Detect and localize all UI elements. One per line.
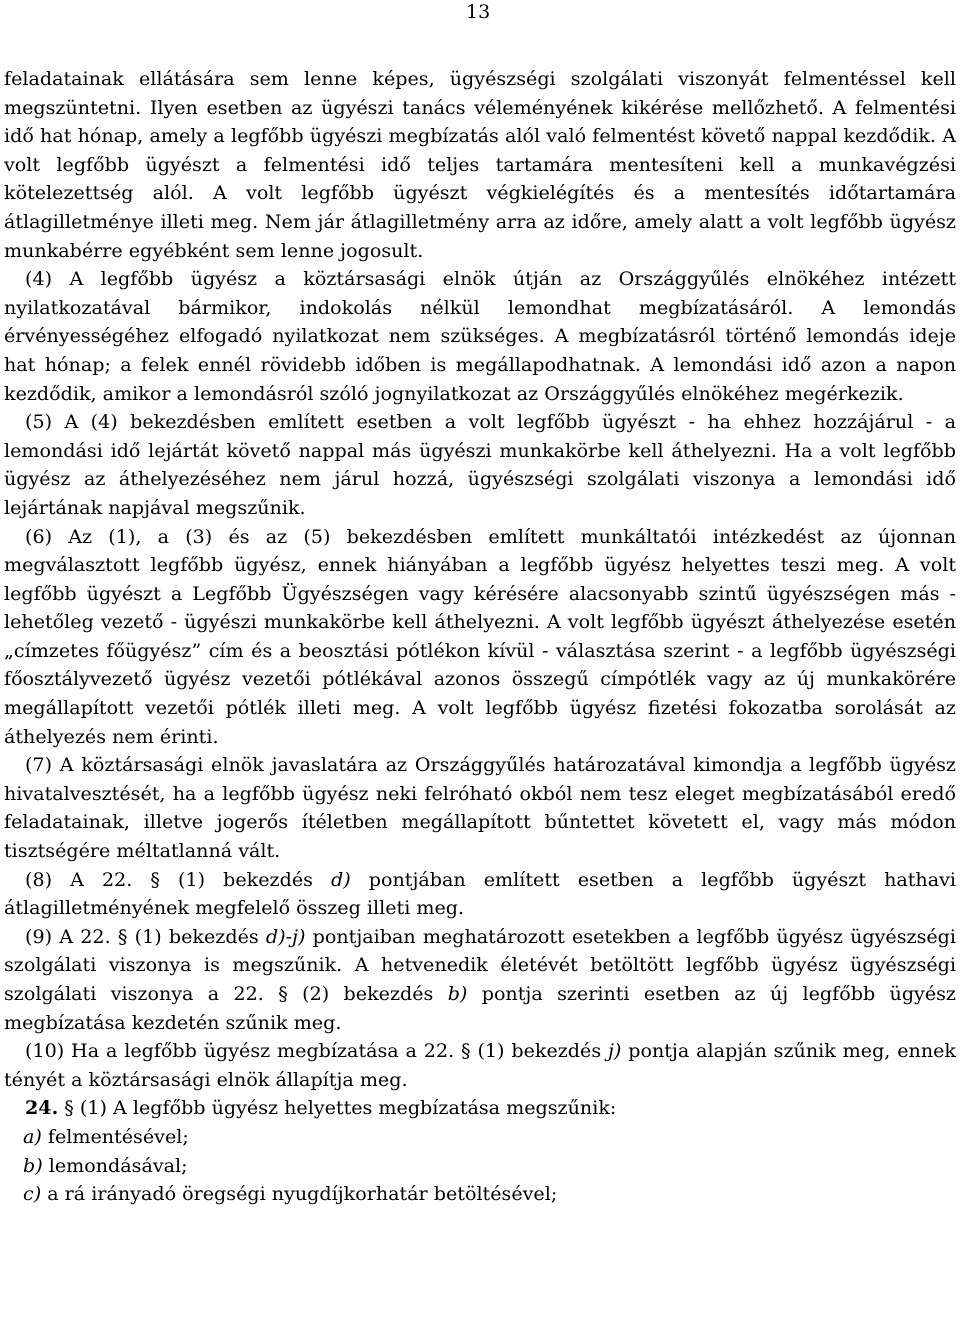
paragraph-10 [4,1037,956,1094]
paragraph-10-text-b: pontja alapján szűnik meg, ennek tényét a köztársasági elnök állapítja meg. [4,1039,956,1091]
list-item [4,1123,956,1152]
paragraph-8-point-ref: d) [331,867,351,891]
paragraph-8-text-b: pontjában említett esetben a legfőbb ügyészt hathavi átlagilletményének megfelelő összeg illeti meg. [4,867,957,920]
section-24-heading [4,1094,956,1123]
paragraph-6: (6) Az (1), a (3) és az (5) bekezdésben említett munkáltatói intézkedést az újonnan megválasztott legfőbb ügyész, ennek hiányában a legfőbb ügyész helyettes teszi meg. A volt legfőbb ügyészt a Legfőbb Ügyészségen vagy kérésére alacsonyabb szintű ügyészségen más - lehetőleg vezető - ügyészi munkakörbe kell áthelyezni. A volt legfőbb ügyészt áthelyezése esetén „címzetes főügyész” cím és a beosztási pótlékon kívül - választása szerint - a legfőbb ügyészségi főosztályvezető ügyész vezetői pótlékával azonos összegű címpótlék vagy az új munkakörére megállapított vezetői pótlék illeti meg. A volt legfőbb ügyész fizetési fokozatba sorolását az áthelyezés nem érinti. [4,524,956,748]
paragraph-continuation: feladatainak ellátására sem lenne képes, ügyészségi szolgálati viszonyát felmentéssel kell megszüntetni. Ilyen esetben az ügyészi tanács véleményének kikérése mellőzhető. A felmentési idő hat hónap, amely a legfőbb ügyészi megbízatás alól való felmentést követő nappal kezdődik. A volt legfőbb ügyészt a felmentési idő teljes tartamára mentesíteni kell a munkavégzési kötelezettség alól. A volt legfőbb ügyészt végkielégítés és a mentesítés időtartamára átlagilletménye illeti meg. Nem jár átlagilletmény arra az időre, amely alatt a volt legfőbb ügyész munkabérre egyébként sem lenne jogosult. [4,67,956,262]
section-24-text: § (1) A legfőbb ügyész helyettes megbízatása megszűnik: [58,1096,617,1120]
section-number: 24. [25,1096,59,1120]
paragraph-4: (4) A legfőbb ügyész a köztársasági elnök útján az Országgyűlés elnökéhez intézett nyilatkozatával bármikor, indokolás nélkül lemondhat megbízatásáról. A lemondás érvényességéhez elfogadó nyilatkozat nem szükséges. A megbízatásról történő lemondás ideje hat hónap; a felek ennél rövidebb időben is megállapodhatnak. A lemondási idő azon a napon kezdődik, amikor a lemondásról szóló jognyilatkozat az Országgyűlés elnökéhez megérkezik. [4,267,956,405]
list-marker: c) [23,1182,42,1206]
paragraph-8-text-a: (8) A 22. § (1) bekezdés [25,867,332,891]
paragraph-10-text-a: (10) Ha a legfőbb ügyész megbízatása a 22. § (1) bekezdés [25,1039,608,1063]
list-item [4,1152,956,1181]
paragraph-9-text-a: (9) A 22. § (1) bekezdés [25,924,266,948]
paragraph-9-point-ref-2: b) [447,982,468,1005]
paragraph-9-point-ref: d)-j) [265,924,306,948]
paragraph-10-point-ref: j) [608,1039,622,1063]
paragraph-9-text-c: pontja szerinti esetben az új legfőbb ügyész megbízatása kezdetén szűnik meg. [4,982,956,1034]
list-item [4,1180,956,1209]
list-item-text: lemondásával; [42,1153,188,1177]
page-number: 13 [466,1,491,23]
list-marker: a) [23,1124,42,1148]
list-item-text: a rá irányadó öregségi nyugdíjkorhatár betöltésével; [41,1182,558,1206]
paragraph-9-text-b: pontjaiban meghatározott esetekben a legfőbb ügyész ügyészségi szolgálati viszonya is megszűnik. A hetvenedik életévét betöltött legfőbb ügyész ügyészségi szolgálati viszonya a 22. § (2) bekezdés [4,924,956,1005]
list-marker: b) [23,1153,43,1177]
paragraph-7: (7) A köztársasági elnök javaslatára az Országgyűlés határozatával kimondja a legfőbb ügyész hivatalvesztését, ha a legfőbb ügyész neki felróható okból nem tesz eleget megbízatásából eredő feladatainak, illetve jogerős ítéletben megállapított bűntettet követett el, vagy más módon tisztségére méltatlanná vált. [4,753,956,863]
paragraph-9 [4,923,956,1037]
paragraph-5: (5) A (4) bekezdésben említett esetben a volt legfőbb ügyészt - ha ehhez hozzájárul - a lemondási idő lejártát követő nappal más ügyészi munkakörbe kell áthelyezni. Ha a volt legfőbb ügyész az áthelyezéséhez nem járul hozzá, ügyészségi szolgálati viszonya a lemondási idő lejártának napjával megszűnik. [4,410,956,519]
list-item-text: felmentésével; [41,1124,189,1148]
document-body [4,65,956,1209]
paragraph-8 [4,866,956,923]
